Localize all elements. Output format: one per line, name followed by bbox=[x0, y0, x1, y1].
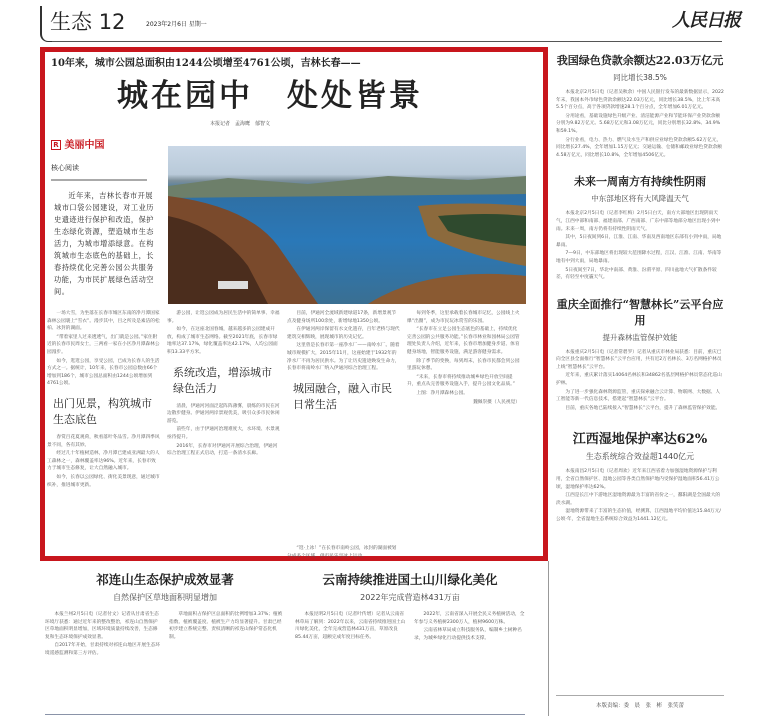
news-item: 未来一周南方有持续性阴雨 中东部地区将有大风降温天气 本报北京2月5日电（记者李红梅）2月5日白天，南方大部地区出现阴雨天气，江西中部和南部、福建南部、广西南部、广东中部等地部分地区出现小到中雨。未来一周，南方仍将有持续性阴雨天气。 其中，5日夜间到6日，江淮、江南、华南及西南地区东部有小到中雨，局地暴雨。 7—9日，中东部地区将出现较大范围降水过程，江汉、江淮、江南、华南等地有中到大雨，局地暴雨。 5日夜间至7日，华北中南部、黄淮、汾渭平原、四川盆地大气扩散条件较差，有轻至中度霾天气。 bbox=[556, 173, 724, 281]
article-column-3: 目前，伊通河全流域新建绿道17条，新增景观节点及健身场所100余处，新增绿地1350公顷。 在伊通河两岸保留有水文化遗存，百年老桥与现代建筑交相辉映，展现城市的历史记忆。 这里曾是长春市第一座净水厂——南岭水厂。随着城市规模扩大，2015年11月，这座始建于1932年的净水厂不再为居民供水。为了让历史遗迹焕发生命力，长春市将南岭水厂纳入伊通河综合治理工程。 城园融合，融入市民日常生活 bbox=[287, 311, 400, 411]
news-item: 重庆全面推行“智慧林长”云平台应用 提升森林监管保护效能 本报重庆2月5日电（记者常碧罗）记者从重庆市林业局获悉：目前，重庆已向全区县全面推行“智慧林长”云平台应用，共有近2万名林长、3万名网格护林员上线“智慧林长”云平台。 近年来，重庆累计落实14064名林长和34862名基层网格护林员常态化巡山护林。 为了进一步强化森林资源监管，重庆探索融合云计算、物联网、大数据、人工智能等新一代信息技术，搭建起“智慧林长”云平台。 目前，重庆各地已陆续接入“智慧林长”云平台，提升了森林监管保护效能。 bbox=[556, 297, 724, 411]
news-subhead: 自然保护区草地面积明显增加 bbox=[113, 593, 217, 602]
news-headline: 重庆全面推行“智慧林长”云平台应用 bbox=[556, 297, 724, 327]
page-editors: 本版责编：娄 晨 张 彬 张笑蕾 bbox=[595, 703, 684, 709]
section-title: 生态 12 bbox=[50, 10, 126, 34]
column-brand: R 美丽中国 bbox=[51, 136, 104, 151]
right-news-column bbox=[556, 52, 724, 525]
article-kicker: 10年来，城市公园总面积由1244公顷增至4761公顷，吉林长春—— bbox=[51, 58, 361, 69]
newspaper-logo: 人民日报 bbox=[672, 10, 740, 31]
divider bbox=[51, 179, 147, 181]
news-subhead: 生态系统综合效益超1440亿元 bbox=[585, 452, 695, 462]
bottom-news-item: 云南持续推进国土山川绿化美化 2022年完成营造林431万亩 本报昆明2月5日电（记者叶传增）记者从云南省林草局了解到：2022年以来，云南省持续推进国土山川绿化美化，全年完成营造林431万亩，草原改良85.44万亩，超额完成年度目标任务。 2022年，云南省深入开展全民义务植树活动，全年参与义务植树2300万人，植树9600万株。 云南省林草局成立科技服务队，编制乡土树种名录，为城乡绿化行动提供技术支撑。 bbox=[295, 572, 525, 641]
news-subhead: 中东部地区将有大风降温天气 bbox=[591, 194, 689, 204]
lead-summary: 近年来，吉林长春市开展城市口袋公园建设，对工业历史遗迹进行保护和改造，保护生态绿化资源，塑造城市生态活力，为城市增添绿意。在构筑城市生态底色的基础上，长春持续优化完善公园公共服务功能，为市民扩展绿色活动空间。 bbox=[54, 191, 154, 296]
news-item: 我国绿色贷款余额达22.03万亿元 同比增长38.5% 本报北京2月5日电（记者吴秋余）中国人民银行发布的最新数据显示，2022年末，我国本外币绿色贷款余额达22.03万亿元，同比增长38.5%，比上年末高5.5个百分点，高于各项贷款增速28.1个百分点，全年增加6.01万亿元。 分用途看，基础设施绿色升级产业、清洁能源产业和节能环保产业贷款余额分别为9.82万亿元、5.68万亿元和3.08万亿元，同比分别增长32.8%、34.9%和59.1%。 分行业看，电力、热力、燃气及水生产和供应业绿色贷款余额5.62万亿元，同比增长27.4%，全年增加1.15万亿元；交通运输、仓储和邮政业绿色贷款余额4.58万亿元，同比增长10.8%，全年增加4506亿元。 bbox=[556, 54, 724, 158]
news-headline: 未来一周南方有持续性阴雨 bbox=[574, 175, 706, 189]
news-subhead: 同比增长38.5% bbox=[613, 73, 667, 82]
column-divider bbox=[548, 561, 549, 716]
article-headline: 城在园中 处处皆景 bbox=[117, 78, 423, 114]
news-subhead: 2022年完成营造林431万亩 bbox=[360, 593, 460, 602]
bottom-news-item: 祁连山生态保护成效显著 自然保护区草地面积明显增加 本报兰州2月5日电（记者付文）记者从甘肃省生态环境厅获悉：通过近年来的整改整治，祁连山自然保护区草地面积明显增加，区域环境质量持续改善，生态修复和生态环境保护成效显著。 自2017年开始，甘肃持续对祁连山地区开展生态环境遥感监测和第三方评估。 草地面积占保护区总面积的比例增加3.37%；植被指数、植被覆盖度、植被生产力均显著提升。甘肃已经初步建立系统完整、责权清晰的祁连山保护常态化机制。 bbox=[45, 570, 285, 691]
photo-credit: 魏佩崇摄（人民视觉） bbox=[473, 399, 520, 405]
article-column-2: 游公园，让逛公园成为居民生活中的简单事、幸福事。 如今，在这座北国春城，越来越多的公园建成开放，构成了城市生态网络。截至2021年底，长春市绿地率达37.17%，绿化覆盖率达42.17%，人均公园面积13.33平方米。 系统改造，增添城市绿色活力 清晨，伊通河河面泛起阵阵薄雾，晨练的市民在河边散步健身。伊通河两岸景观优美，吸引众多市民休闲游览。 前些年，由于伊通河治理难度大，水环境、水景观亟待提升。 2016年，长春市对伊通河开展综合治理，伊通河综合治理工程正式启动，打造一条清水长廊。 bbox=[167, 311, 280, 457]
core-reading-label: 核心阅读 bbox=[51, 164, 79, 172]
issue-date: 2023年2月6日 星期一 bbox=[146, 21, 207, 28]
news-headline: 云南持续推进国土山川绿化美化 bbox=[322, 572, 498, 587]
news-item: 江西湿地保护率达62% 生态系统综合效益超1440亿元 本报南昌2月5日电（记者周欢）近年来江西省着力加强湿地资源保护与利用，全省自然保护区、湿地公园等各类自然保护地内受保护湿地面积56.41万公顷，湿地保护率达62%。 江西是长江中下游地区湿地资源最为丰富的省份之一，鄱阳湖是全国最大的淡水湖。 湿地资源带来了丰富的生态价值，经测算，江西湿地平均价值达15.84万元/公顷·年，全省湿地生态系统综合效益为1441.12亿元。 bbox=[556, 428, 724, 523]
divider bbox=[556, 695, 724, 696]
news-headline: 祁连山生态保护成效显著 bbox=[96, 572, 234, 587]
news-headline: 我国绿色贷款余额达22.03万亿元 bbox=[556, 54, 724, 67]
park-lake-photo bbox=[168, 146, 526, 304]
article-column-4: 每到冬季，这里承载着长春城市记忆，公园线上火爆“出圈”，成为市民玩冰赏雪的乐园。 “长春市在立足公园生态底色的基础上，持续优化完善公园的公共服务功能。”长春市林业和园林局公园管理处负责人介绍，近年来，长春市增加健身步道、体育健身场地，智能服务设施，满足游客健身需求。 除了季节的变换，每到周末，长春市民都会到公园里游玩休憩。 “未来，长春市将持续推动城乡绿色开放空间提升，重点从完善服务设施入手，提升公园文化品质。” 上图：净月潭森林公园。 魏佩崇摄（人民视觉） bbox=[407, 311, 520, 405]
header-rule bbox=[52, 41, 722, 42]
snow-caption: “逛·上冰！”在长春市南岭公园，冰封的湖面被划分成多个区域，供市民乐享冰上运动。 bbox=[287, 546, 397, 559]
news-headline: 江西湿地保护率达62% bbox=[572, 432, 708, 448]
section-subhead: 系统改造，增添城市绿色活力 bbox=[173, 365, 272, 395]
section-subhead: 城园融合，融入市民日常生活 bbox=[293, 381, 392, 411]
section-subhead: 出门见景，构筑城市生态底色 bbox=[53, 396, 152, 426]
brand-icon: R bbox=[51, 140, 61, 150]
article-column-1: 一场大雪，为坐落在长春市城区东南的净月潭国家森林公园裹上“雪衣”。漫步其中，目之所及是素洁的松柏、冰封的湖面。 “带着家里人过来透透气，出门就是公园。”家住附近的长春市民周女士，三两看一家在小区净月潭森林公园漫步。 如今，逛逛公园，享受公园，已成为长春人的生活方式之一。据统计，10年来，长春市公园总数由66个增加到186个，城市公园总面积由1244公顷增加到4761公顷。 出门见景，构筑城市生态底色 春赏百花夏观荷，秋看落叶冬品雪。净月潭四季风景不同，各有其妙。 经过几十年植树造林，净月潭已建成亚洲最大的人工森林之一，森林覆盖率达96%。近年来，长春市致力于城市生态修复，让大自然融入城市。 如今，长春以公园绿化、街化美景现意，通过城市织补，推进城市更新。 bbox=[47, 311, 160, 488]
page-bottom-rule bbox=[45, 714, 525, 715]
news-subhead: 提升森林监管保护效能 bbox=[602, 332, 678, 342]
photo-caption: 上图：净月潭森林公园。 bbox=[416, 390, 468, 396]
article-byline: 本报记者 孟海鹰 郁智文 bbox=[210, 121, 271, 127]
landscape-illustration bbox=[168, 146, 526, 304]
